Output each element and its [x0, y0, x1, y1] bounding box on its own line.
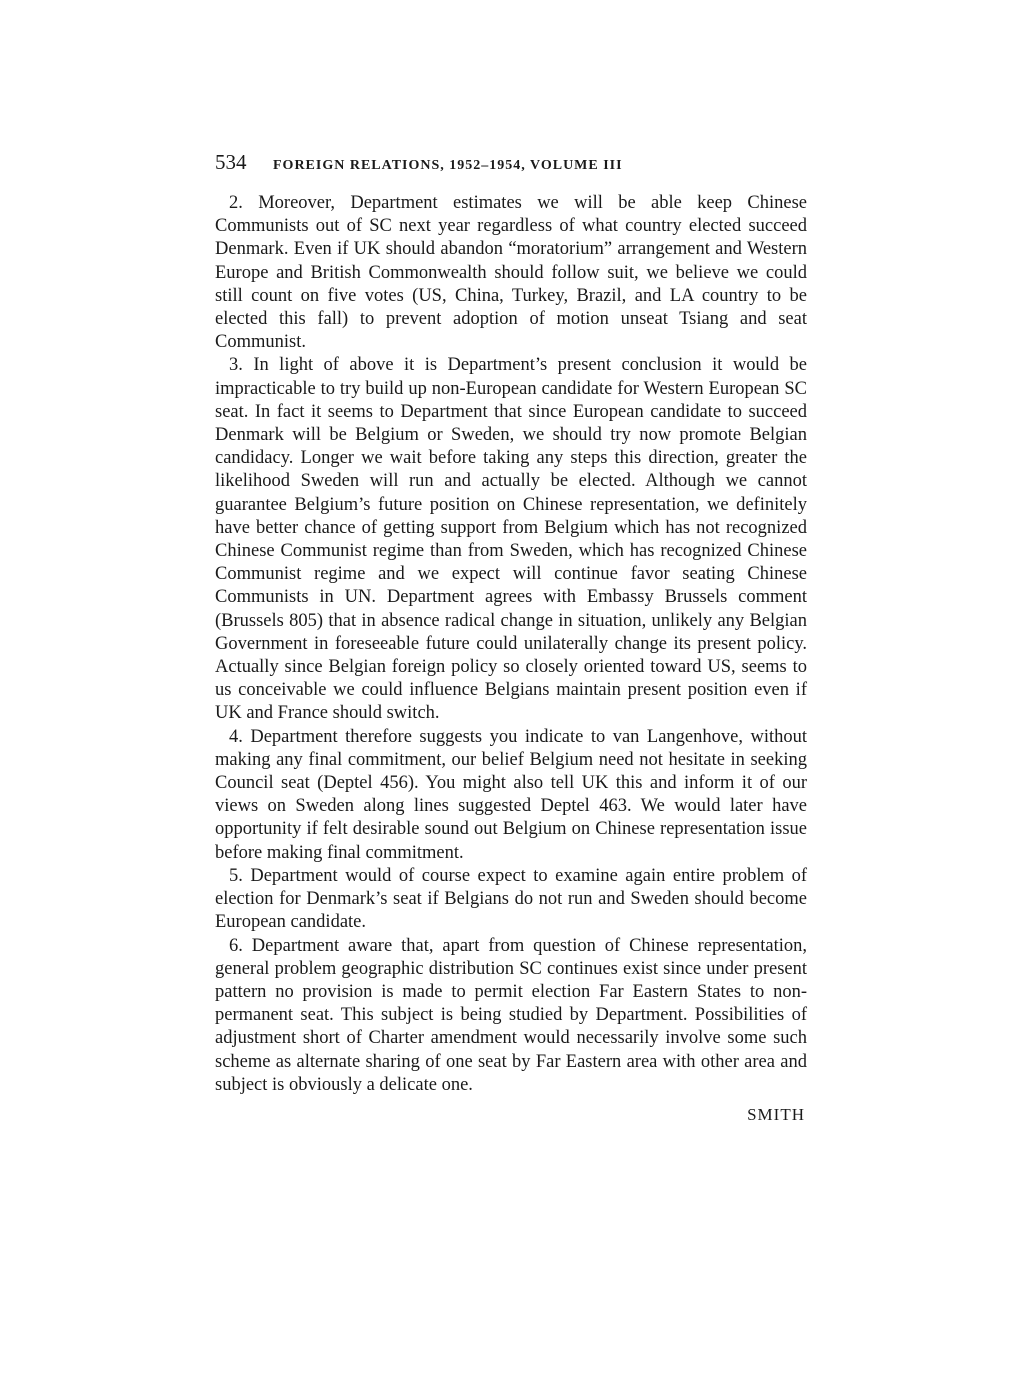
- paragraph-3: 3. In light of above it is Department’s present conclusion it would be impracticable to try build up non-European candidate for Western European SC seat. In fact it seems to Department that since European candidate to succeed Denmark will be Belgium or Sweden, we should try now promote Belgian candidacy. Longer we wait before taking any steps this direction, greater the likelihood Sweden will run and actually be elected. Although we cannot guarantee Belgium’s future position on Chinese representation, we definitely have better chance of getting support from Belgium which has not recognized Chinese Communist regime than from Sweden, which has recognized Chinese Communist regime and we expect will continue favor seating Chinese Communists in UN. Department agrees with Embassy Brussels comment (Brussels 805) that in absence radical change in situation, unlikely any Belgian Government in foreseeable future could unilaterally change its present policy. Actually since Belgian foreign policy so closely oriented toward US, seems to us conceivable we could influence Belgians maintain present position even if UK and France should switch.: [215, 355, 807, 724]
- paragraph-6: 6. Department aware that, apart from question of Chinese representation, general problem geographic distribution SC continues exist since under present pattern no provision is made to permit election Far Eastern States to non-permanent seat. This subject is being studied by Department. Possibilities of adjustment short of Charter amendment would necessarily involve some such scheme as alternate sharing of one seat by Far Eastern area with other area and subject is obviously a delicate one.: [215, 935, 807, 1095]
- paragraph-2: 2. Moreover, Department estimates we will be able keep Chinese Communists out of SC next year regardless of what country elected succeed Denmark. Even if UK should abandon “moratorium” arrangement and Western Europe and British Commonwealth should follow suit, we believe we could still count on five votes (US, China, Turkey, Brazil, and LA country to be elected this fall) to prevent adoption of motion unseat Tsiang and seat Communist.: [215, 193, 807, 353]
- signature: SMITH: [747, 1104, 805, 1124]
- paragraph-4: 4. Department therefore suggests you indicate to van Langenhove, without making any final commitment, our belief Belgium need not hesitate in seeking Council seat (Deptel 456). You might also tell UK this and inform it of our views on Sweden along lines suggested Deptel 463. We would later have opportunity if felt desirable sound out Belgium on Chinese representation issue before making final commitment.: [215, 726, 807, 863]
- paragraph-5: 5. Department would of course expect to examine again entire problem of election for Denmark’s seat if Belgians do not run and Sweden should become European candidate.: [215, 865, 807, 933]
- running-title: FOREIGN RELATIONS, 1952–1954, VOLUME III: [273, 158, 623, 173]
- running-head: [215, 150, 807, 180]
- page-number: 534: [215, 150, 247, 174]
- document-page: [215, 150, 807, 1125]
